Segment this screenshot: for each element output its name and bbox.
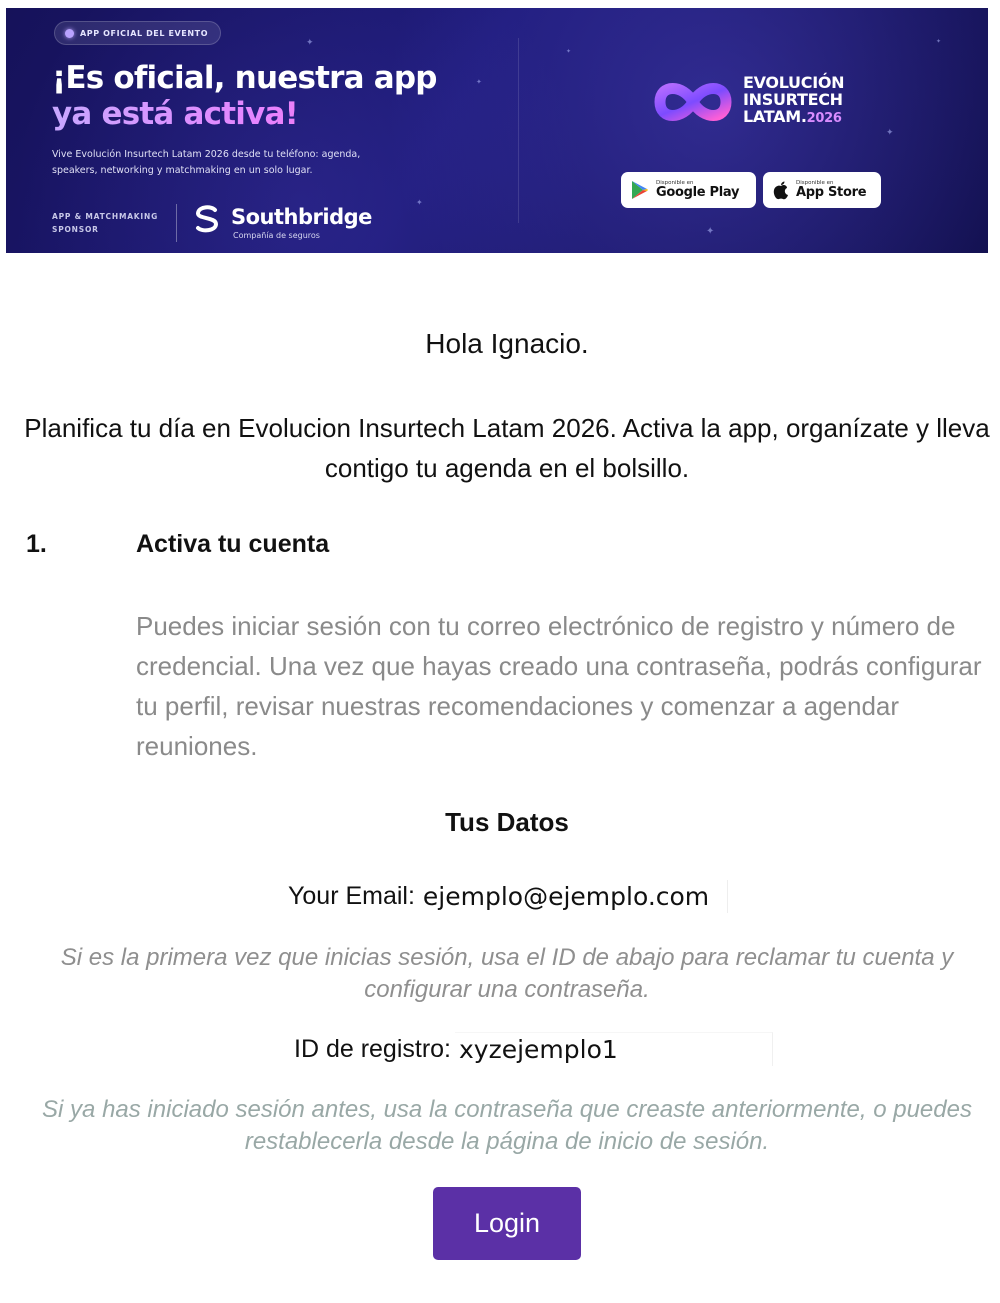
sparkle-icon: ✦ — [886, 128, 894, 138]
southbridge-logo-icon — [190, 202, 224, 236]
sparkle-icon: ✦ — [936, 38, 942, 45]
banner-headline — [52, 60, 437, 132]
greeting: Hola Ignacio. — [425, 328, 589, 359]
apple-icon — [773, 181, 789, 200]
sponsor-name: Southbridge — [231, 205, 372, 229]
google-play-small: Disponible en — [656, 179, 694, 186]
sparkle-icon: ✦ — [416, 198, 423, 207]
returning-user-note: Si ya has iniciado sesión antes, usa la contraseña que creaste anteriormente, o puedes restablecerla desde la página de inicio de sesión. — [42, 1096, 972, 1155]
sparkle-icon: ✦ — [306, 38, 314, 48]
email-row — [288, 880, 728, 913]
sponsor-label: APP & MATCHMAKING SPONSOR — [52, 212, 159, 234]
infinity-logo-icon — [648, 72, 738, 132]
badge-label: APP OFICIAL DEL EVENTO — [80, 28, 209, 38]
email-value[interactable]: ejemplo@ejemplo.com — [421, 880, 728, 913]
event-logo-text — [743, 74, 844, 127]
event-logo-line2: INSURTECH — [743, 90, 843, 109]
google-play-label: Google Play — [656, 185, 740, 201]
app-store-text — [796, 181, 866, 200]
login-button[interactable]: Login — [433, 1187, 581, 1260]
event-logo-line3: LATAM. — [743, 107, 807, 126]
first-login-note: Si es la primera vez que inicias sesión, usa el ID de abajo para reclamar tu cuenta y configurar una contraseña. — [60, 944, 954, 1003]
email-label: Your Email: — [288, 882, 415, 910]
headline-line2: ya está activa! — [52, 96, 437, 132]
google-play-button[interactable] — [621, 172, 756, 208]
google-play-text — [656, 181, 739, 200]
app-store-label: App Store — [796, 185, 867, 201]
sparkle-icon: ✦ — [566, 48, 572, 55]
banner-subtitle: Vive Evolución Insurtech Latam 2026 desde tu teléfono: agenda, speakers, networking y matchmaking en un solo lugar. — [52, 149, 361, 176]
diamond-icon — [65, 29, 74, 38]
intro-text: Planifica tu día en Evolucion Insurtech Latam 2026. Activa la app, organízate y lleva contigo tu agenda en el bolsillo. — [24, 413, 990, 483]
official-app-badge — [54, 21, 221, 45]
event-logo-line1: EVOLUCIÓN — [743, 73, 845, 92]
divider — [176, 204, 177, 242]
registration-id-row — [294, 1032, 773, 1066]
headline-line1: ¡Es oficial, nuestra app — [52, 60, 437, 96]
event-logo-year: 2026 — [806, 111, 842, 126]
event-logo-line3-wrap — [743, 108, 844, 127]
sparkle-icon: ✦ — [476, 78, 482, 86]
step-number: 1. — [26, 530, 47, 558]
section-title: Tus Datos — [445, 807, 569, 837]
sponsor-tagline: Compañía de seguros — [233, 231, 320, 240]
app-store-button[interactable] — [763, 172, 881, 208]
id-label: ID de registro: — [294, 1034, 452, 1063]
google-play-icon — [631, 180, 649, 200]
divider — [518, 38, 519, 223]
sparkle-icon: ✦ — [706, 226, 715, 237]
step-title: Activa tu cuenta — [136, 530, 330, 558]
event-banner — [6, 8, 988, 253]
step-description: Puedes iniciar sesión con tu correo electrónico de registro y número de credencial. Una vez que hayas creado una contraseña, podrás configurar tu perfil, revisar nuestras recomendaciones y comenzar a agendar reuniones. — [136, 611, 982, 761]
id-value: xyzejemplo1 — [455, 1032, 773, 1066]
app-store-small: Disponible en — [796, 179, 834, 186]
